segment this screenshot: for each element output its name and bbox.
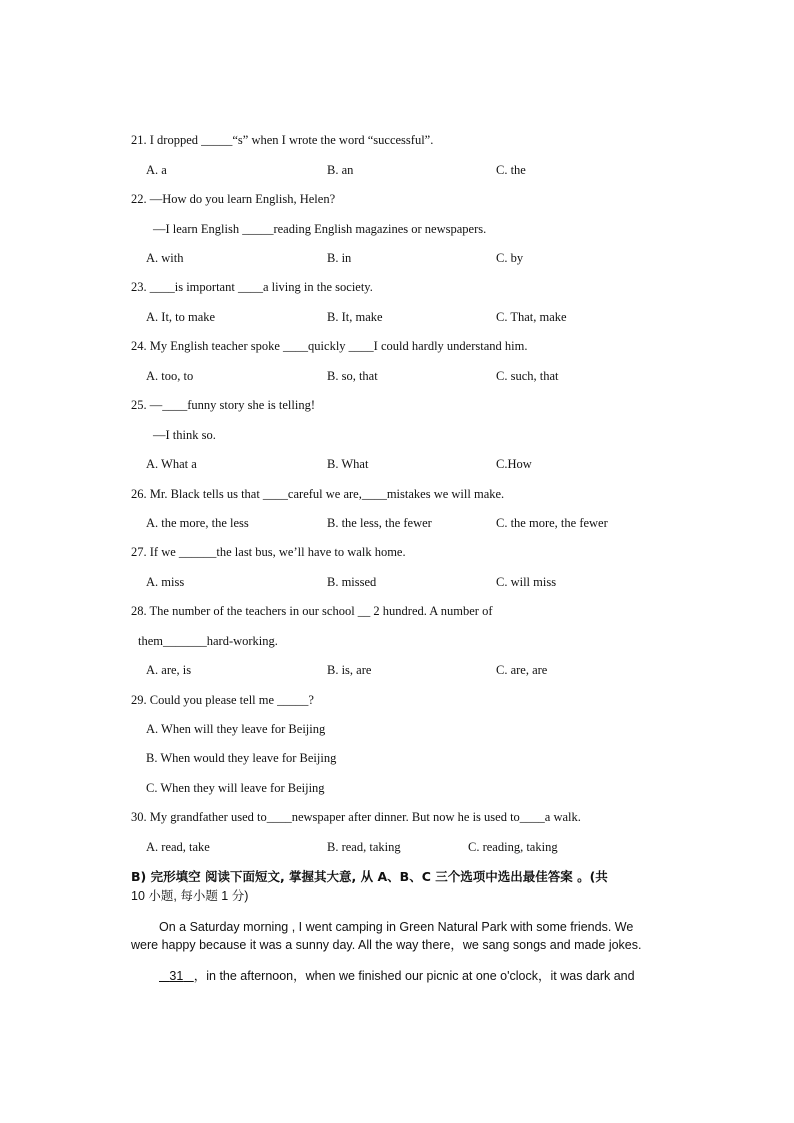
- question-30-option-b[interactable]: B. read, taking: [327, 840, 401, 854]
- section-b-heading: B) 完形填空 阅读下面短文, 掌握其大意, 从 A、B、C 三个选项中选出最佳答案 。(共: [131, 869, 608, 884]
- question-25-option-a[interactable]: A. What a: [146, 457, 197, 471]
- question-27-option-c[interactable]: C. will miss: [496, 575, 557, 589]
- question-30-stem: 30. My grandfather used to____newspaper after dinner. But now he is used to____a walk.: [131, 810, 581, 824]
- question-24-option-c[interactable]: C. such, that: [496, 369, 559, 383]
- question-27-option-b[interactable]: B. missed: [327, 575, 377, 589]
- question-25-option-b[interactable]: B. What: [327, 457, 369, 471]
- section-b-heading-line2: 10 小题, 每小题 1 分): [131, 889, 249, 903]
- passage-para1-line2: were happy because it was a sunny day. All the way there，we sang songs and made jokes.: [131, 938, 642, 952]
- question-29-option-b[interactable]: B. When would they leave for Beijing: [146, 751, 337, 765]
- question-22-stem: 22. —How do you learn English, Helen?: [131, 192, 336, 206]
- question-22-option-b[interactable]: B. in: [327, 251, 352, 265]
- question-26-stem: 26. Mr. Black tells us that ____careful we are,____mistakes we will make.: [131, 487, 505, 501]
- passage-para2-line1: 31 ，in the afternoon，when we finished our picnic at one o'clock，it was dark and: [159, 968, 635, 984]
- question-29-option-a[interactable]: A. When will they leave for Beijing: [146, 722, 326, 736]
- question-21-option-c[interactable]: C. the: [496, 163, 526, 177]
- question-28-stem: 28. The number of the teachers in our school __ 2 hundred. A number of: [131, 604, 493, 618]
- question-24-stem: 24. My English teacher spoke ____quickly ____I could hardly understand him.: [131, 339, 528, 353]
- question-25-stem: 25. —____funny story she is telling!: [131, 398, 316, 412]
- question-23-option-a[interactable]: A. It, to make: [146, 310, 216, 324]
- question-22-option-a[interactable]: A. with: [146, 251, 184, 265]
- question-23-option-b[interactable]: B. It, make: [327, 310, 383, 324]
- question-29-stem: 29. Could you please tell me _____?: [131, 693, 314, 707]
- question-22-option-c[interactable]: C. by: [496, 251, 524, 265]
- question-22-stem-line2: —I learn English _____reading English magazines or newspapers.: [153, 222, 487, 236]
- question-25-option-c[interactable]: C.How: [496, 457, 532, 471]
- question-26-option-b[interactable]: B. the less, the fewer: [327, 516, 432, 530]
- passage-para1-line1: On a Saturday morning , I went camping in Green Natural Park with some friends. We: [159, 920, 634, 934]
- question-28-option-c[interactable]: C. are, are: [496, 663, 548, 677]
- question-23-stem: 23. ____is important ____a living in the society.: [131, 280, 373, 294]
- question-30-option-c[interactable]: C. reading, taking: [468, 840, 558, 854]
- question-28-option-b[interactable]: B. is, are: [327, 663, 372, 677]
- question-29-option-c[interactable]: C. When they will leave for Beijing: [146, 781, 325, 795]
- question-24-option-b[interactable]: B. so, that: [327, 369, 378, 383]
- question-21-stem: 21. I dropped _____“s” when I wrote the word “successful”.: [131, 133, 434, 147]
- question-28-option-a[interactable]: A. are, is: [146, 663, 192, 677]
- question-21-option-b[interactable]: B. an: [327, 163, 354, 177]
- question-26-option-a[interactable]: A. the more, the less: [146, 516, 249, 530]
- question-28-stem-line2: them_______hard-working.: [138, 634, 278, 648]
- blank-31[interactable]: 31: [169, 969, 184, 983]
- question-21-option-a[interactable]: A. a: [146, 163, 167, 177]
- question-27-stem: 27. If we ______the last bus, we’ll have to walk home.: [131, 545, 406, 559]
- question-24-option-a[interactable]: A. too, to: [146, 369, 194, 383]
- question-30-option-a[interactable]: A. read, take: [146, 840, 210, 854]
- question-23-option-c[interactable]: C. That, make: [496, 310, 567, 324]
- question-26-option-c[interactable]: C. the more, the fewer: [496, 516, 608, 530]
- question-25-stem-line2: —I think so.: [153, 428, 216, 442]
- question-27-option-a[interactable]: A. miss: [146, 575, 185, 589]
